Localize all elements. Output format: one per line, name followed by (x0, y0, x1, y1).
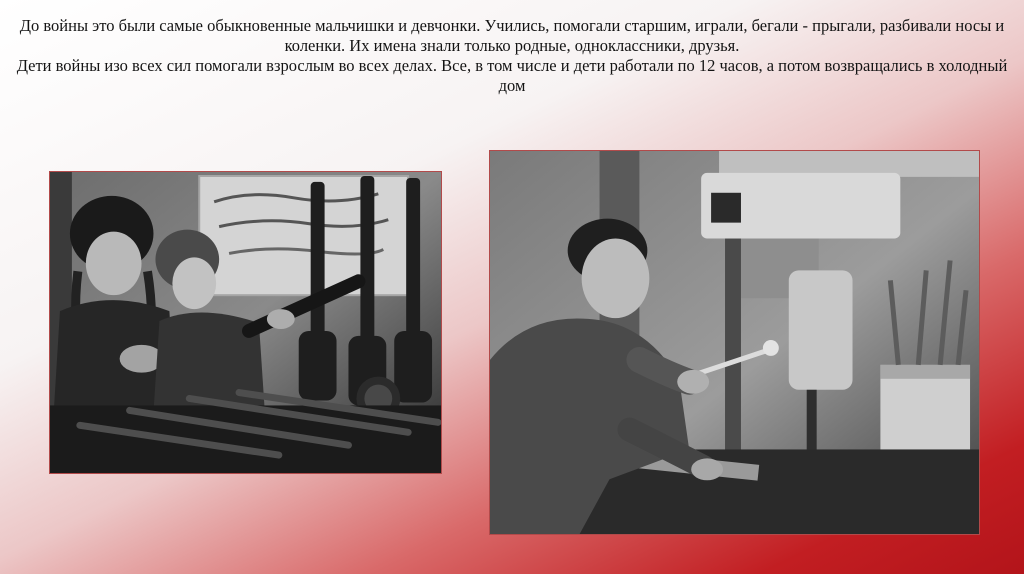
paragraph-children-of-war: Дети войны изо всех сил помогали взрослым во всех делах. Все, в том числе и дети работали по 12 часов, а потом возвращались в холодный дом (16, 56, 1008, 95)
rifle-stock (299, 331, 337, 401)
lever-knob (763, 340, 779, 356)
rifle-stock (394, 331, 432, 403)
face (172, 257, 216, 309)
hand (267, 309, 295, 329)
cylinder-rim (880, 365, 970, 379)
face (86, 232, 142, 296)
hand (691, 458, 723, 480)
photo-boy-illustration (490, 151, 979, 534)
slide-text (14, 16, 1010, 96)
hand (677, 370, 709, 394)
face (582, 239, 650, 319)
photo-girls-assembling-guns (49, 171, 442, 474)
drill-column (725, 239, 741, 468)
rifle-rack (299, 176, 432, 405)
paragraph-before-war: До войны это были самые обыкновенные мальчишки и девчонки. Учились, помогали старшим, играли, бегали - прыгали, разбивали носы и коленки. Их имена знали только родные, одноклассники, друзья. (19, 16, 1005, 55)
drill-body (789, 270, 853, 389)
drill-label-plate (711, 193, 741, 223)
photo-boy-at-drill-press (489, 150, 980, 535)
photo-girls-illustration (50, 172, 441, 473)
